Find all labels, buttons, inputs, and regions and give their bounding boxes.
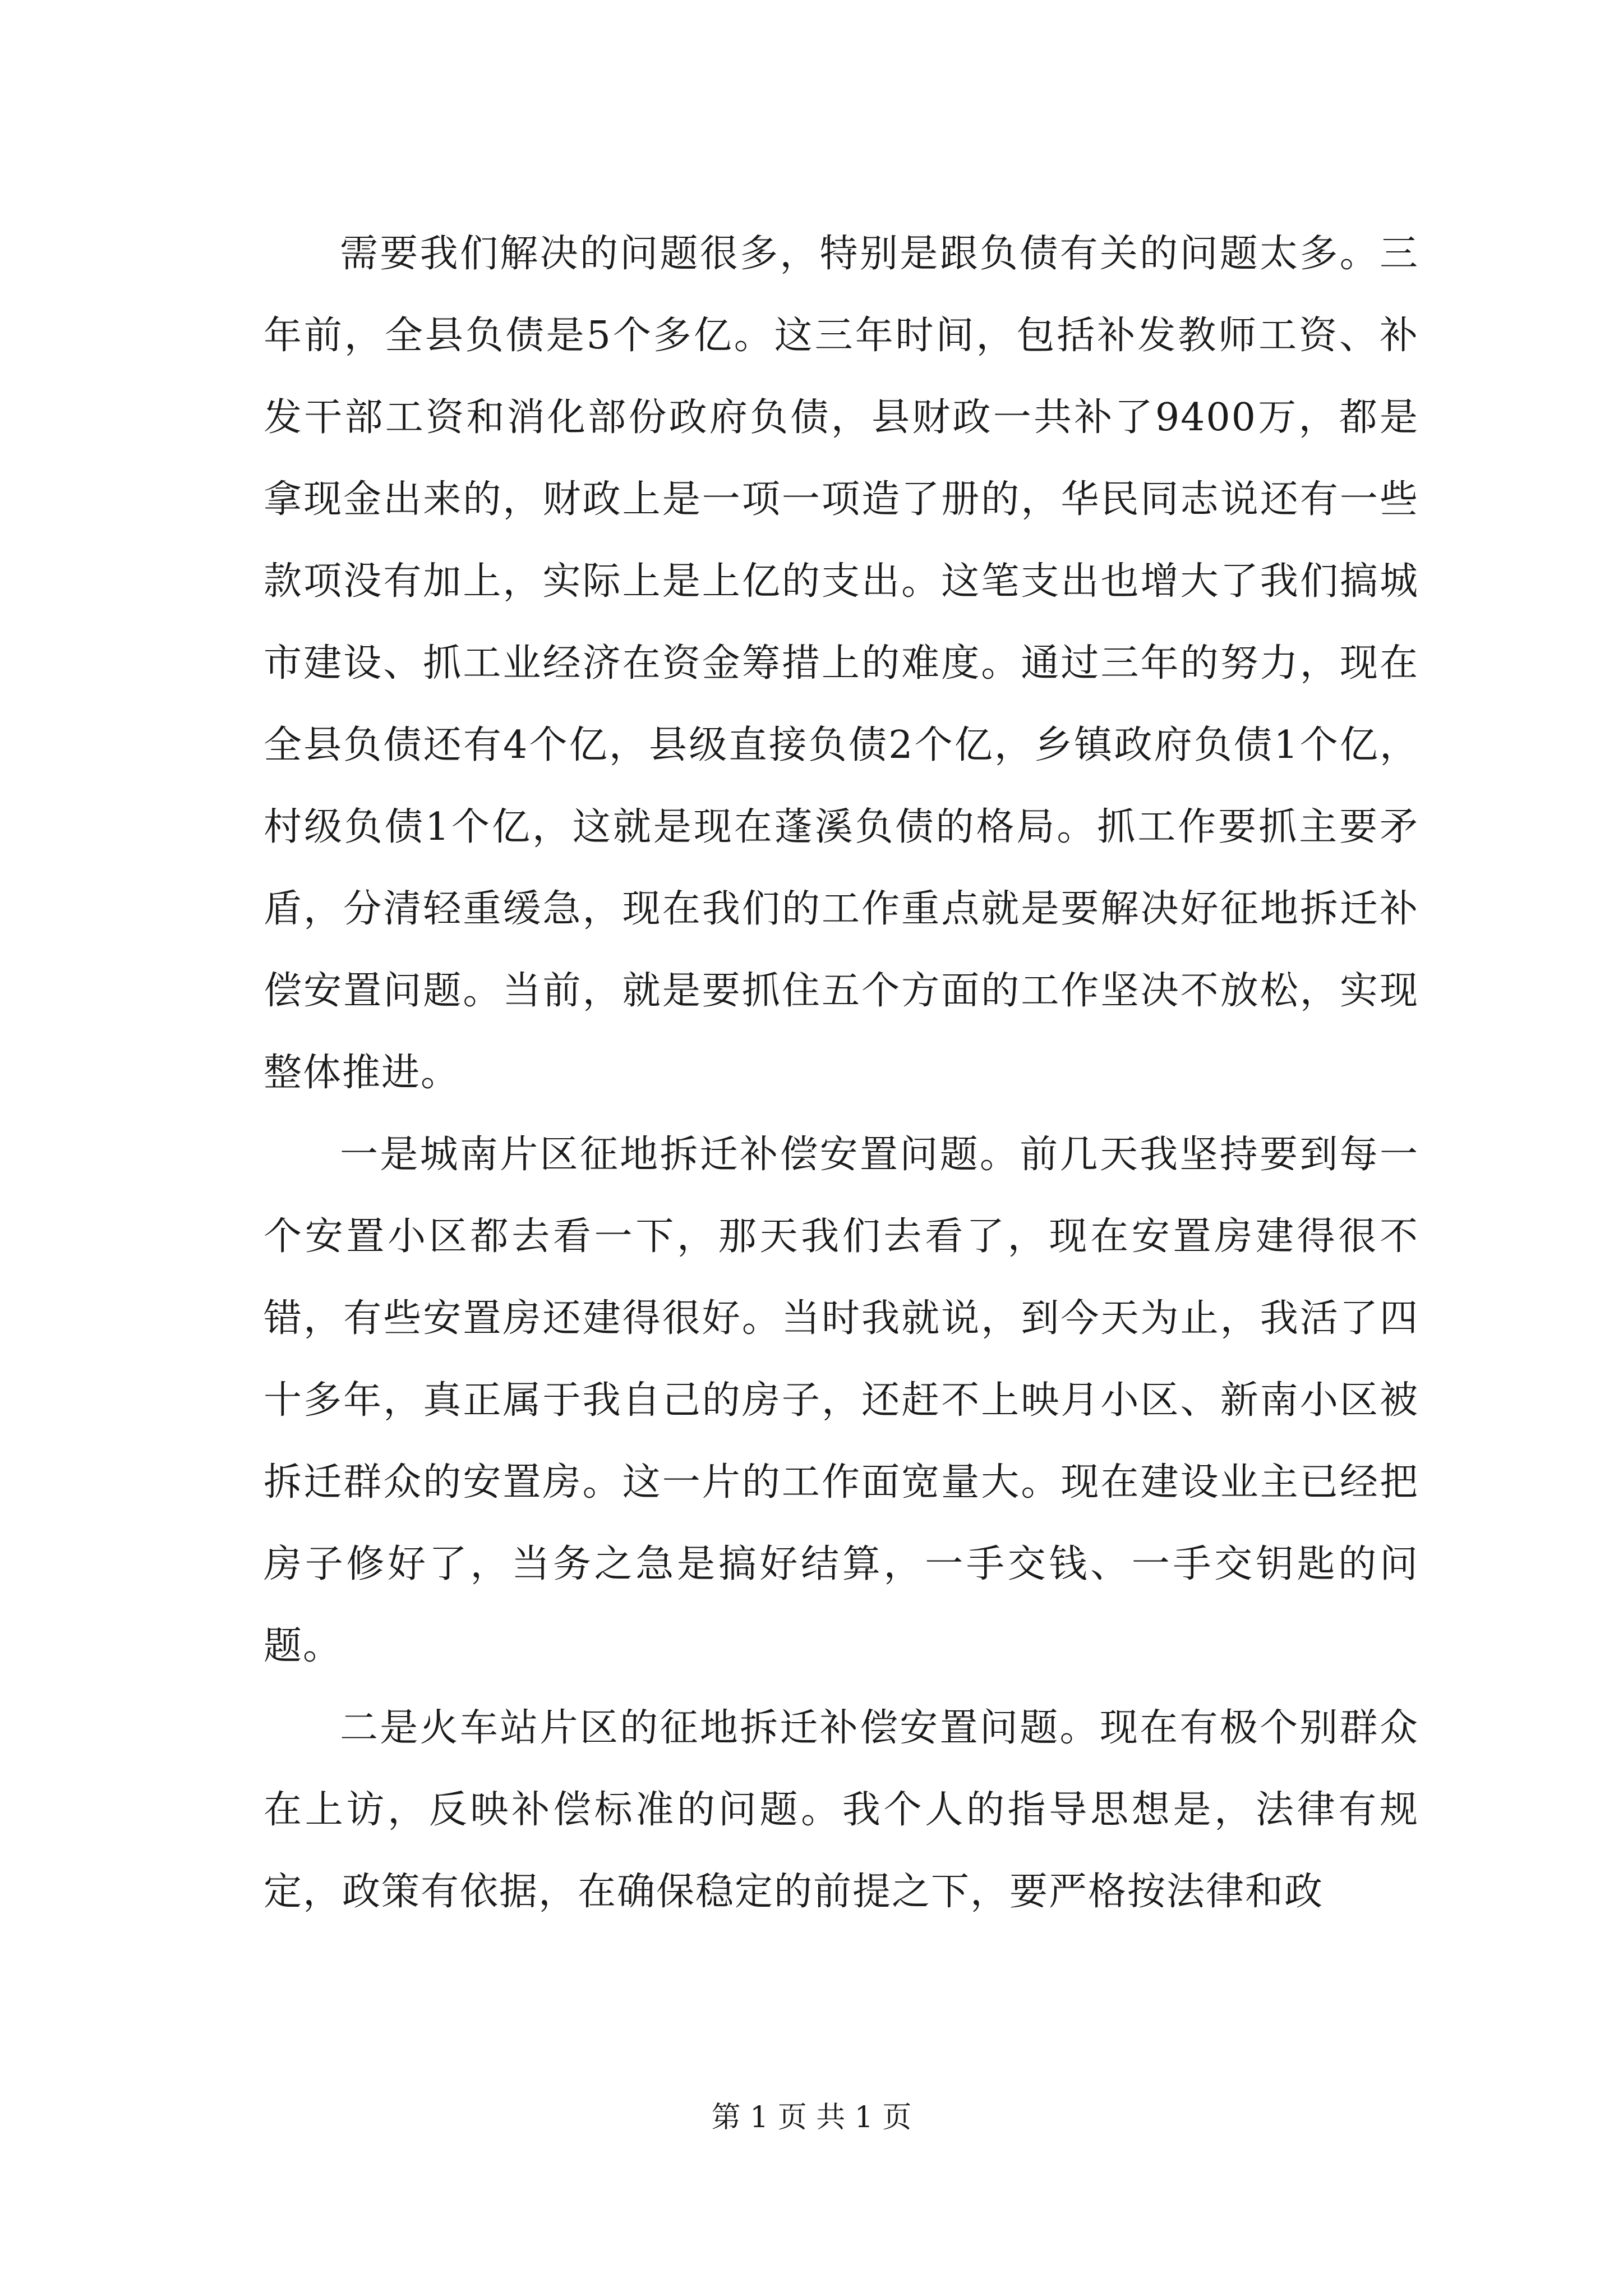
document-body bbox=[264, 213, 1419, 1933]
page-footer bbox=[0, 2101, 1623, 2134]
page-number-label: 第 1 页 共 1 页 bbox=[711, 2101, 912, 2134]
paragraph-debt-overview: 需要我们解决的问题很多，特别是跟负债有关的问题太多。三年前，全县负债是5个多亿。这三年时间，包括补发教师工资、补发干部工资和消化部份政府负债，县财政一共补了9400万，都是拿现金出来的，财政上是一项一项造了册的，华民同志说还有一些款项没有加上，实际上是上亿的支出。这笔支出也增大了我们搞城市建设、抓工业经济在资金筹措上的难度。通过三年的努力，现在全县负债还有4个亿，县级直接负债2个亿，乡镇政府负债1个亿，村级负债1个亿，这就是现在蓬溪负债的格局。抓工作要抓主要矛盾，分清轻重缓急，现在我们的工作重点就是要解决好征地拆迁补偿安置问题。当前，就是要抓住五个方面的工作坚决不放松，实现整体推进。 bbox=[264, 232, 1419, 1095]
paragraph-chengnan-district: 一是城南片区征地拆迁补偿安置问题。前几天我坚持要到每一个安置小区都去看一下，那天我们去看了，现在安置房建得很不错，有些安置房还建得很好。当时我就说，到今天为止，我活了四十多年，真正属于我自己的房子，还赶不上映月小区、新南小区被拆迁群众的安置房。这一片的工作面宽量大。现在建设业主已经把房子修好了，当务之急是搞好结算，一手交钱、一手交钥匙的问题。 bbox=[264, 1133, 1419, 1668]
paragraph-railway-station-district: 二是火车站片区的征地拆迁补偿安置问题。现在有极个别群众在上访，反映补偿标准的问题。我个人的指导思想是，法律有规定，政策有依据，在确保稳定的前提之下，要严格按法律和政 bbox=[264, 1706, 1419, 1914]
